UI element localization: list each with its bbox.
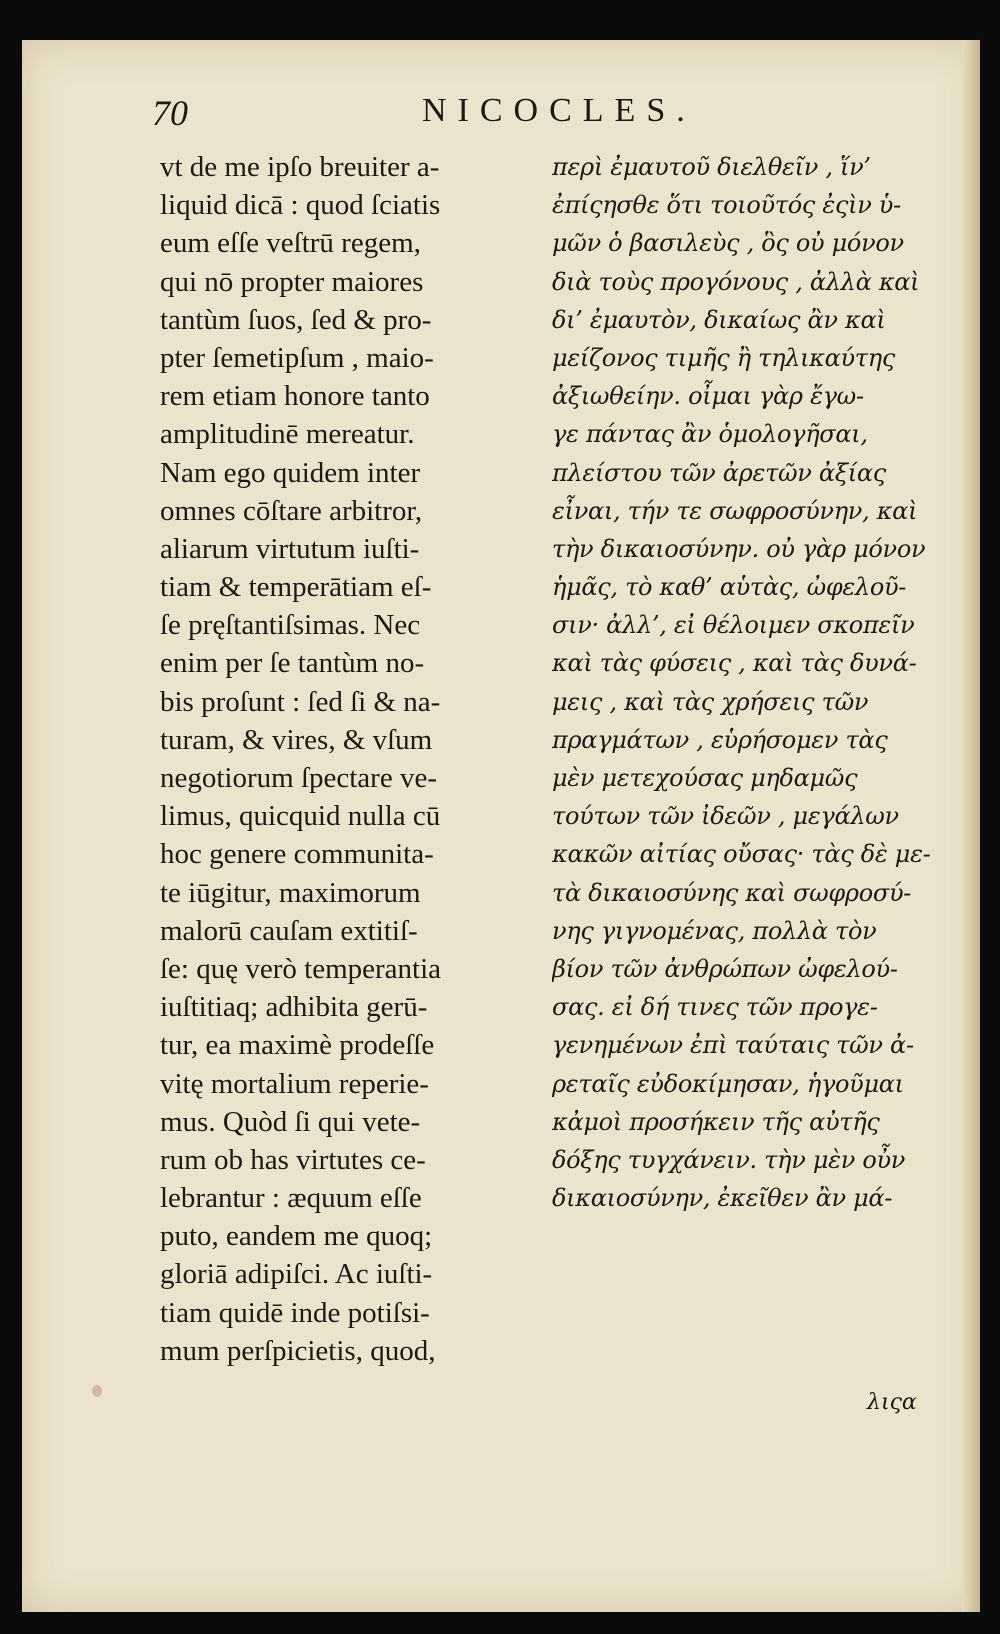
- text-line: ſe pręſtantiſsimas. Nec: [160, 609, 421, 642]
- text-line: omnes cōſtare arbitror,: [160, 494, 423, 527]
- text-line: κἀμοὶ προσήκειν τῆς αὐτῆς: [552, 1107, 880, 1136]
- text-line: ἐπίςησθε ὅτι τοιοῦτός ἐςὶν ὑ-: [552, 191, 901, 220]
- page-header: [152, 92, 912, 142]
- text-line: ſe: quę verò temperantia: [160, 952, 442, 985]
- text-line: rum ob has virtutes ce-: [160, 1143, 426, 1176]
- text-line: ἡμᾶς, τὸ καθ’ αὑτὰς, ὠφελοῦ-: [552, 573, 907, 602]
- text-line: εἶναι, τήν τε σωφροσύνην, καὶ: [552, 496, 918, 525]
- text-line: ἀξιωθείην. οἶμαι γὰρ ἔγω-: [552, 382, 864, 411]
- text-line: amplitudinē mereatur.: [160, 418, 415, 451]
- text-line: δικαιοσύνην, ἐκεῖθεν ἂν μά-: [552, 1184, 893, 1213]
- text-line: τὴν δικαιοσύνην. οὐ γὰρ μόνον: [552, 534, 926, 563]
- text-line: σιν· ἀλλ’, εἰ θέλοιμεν σκοπεῖν: [552, 611, 915, 640]
- text-line: mus. Quòd ſi qui vete-: [160, 1105, 421, 1138]
- text-line: iuſtitiaq; adhibita gerū-: [160, 991, 428, 1024]
- text-line: ρεταῖς εὐδοκίμησαν, ἡγοῦμαι: [552, 1069, 904, 1098]
- text-line: pter ſemetipſum , maio-: [160, 341, 434, 374]
- text-line: te iūgitur, maximorum: [160, 876, 421, 909]
- text-line: lebrantur : æquum eſſe: [160, 1182, 422, 1215]
- text-line: καὶ τὰς φύσεις , καὶ τὰς δυνά-: [552, 649, 917, 678]
- text-line: tur, ea maximè prodeſſe: [160, 1029, 435, 1062]
- text-line: δι’ ἐμαυτὸν, δικαίως ἂν καὶ: [552, 305, 886, 334]
- text-line: σας. εἰ δή τινες τῶν προγε-: [552, 993, 878, 1022]
- book-page: [22, 40, 980, 1612]
- text-line: turam, & vires, & vſum: [160, 723, 433, 756]
- running-title: NICOCLES.: [422, 92, 696, 129]
- text-line: tiam & temperātiam eſ-: [160, 571, 432, 604]
- text-line: limus, quicquid nulla cū: [160, 800, 441, 833]
- text-line: μεις , καὶ τὰς χρήσεις τῶν: [552, 687, 869, 716]
- greek-text-column: [552, 148, 932, 1217]
- text-line: hoc genere communita-: [160, 838, 434, 871]
- text-line: mum perſpicietis, quod,: [160, 1334, 436, 1367]
- text-line: vt de me ipſo breuiter a-: [160, 151, 440, 183]
- text-line: puto, eandem me quoq;: [160, 1220, 433, 1253]
- text-line: gloriā adipiſci. Ac iuſti-: [160, 1258, 433, 1291]
- page-number: 70: [152, 93, 188, 133]
- ink-stain: [92, 1385, 102, 1397]
- text-line: τούτων τῶν ἰδεῶν , μεγάλων: [552, 802, 899, 831]
- text-line: πλείστου τῶν ἀρετῶν ἀξίας: [552, 458, 886, 487]
- text-line: aliarum virtutum iuſti-: [160, 532, 420, 565]
- text-line: μῶν ὁ βασιλεὺς , ὃς οὐ μόνον: [552, 229, 904, 258]
- text-line: βίον τῶν ἀνθρώπων ὠφελού-: [552, 954, 898, 983]
- text-line: μείζονος τιμῆς ἢ τηλικαύτης: [552, 343, 896, 372]
- text-line: γε πάντας ἂν ὁμολογῆσαι,: [552, 420, 868, 449]
- text-line: rem etiam honore tanto: [160, 380, 430, 413]
- text-line: Nam ego quidem inter: [160, 456, 421, 489]
- text-line: μὲν μετεχούσας μηδαμῶς: [552, 764, 858, 792]
- text-line: vitę mortalium reperie-: [160, 1067, 429, 1100]
- text-line: πραγμάτων , εὑρήσομεν τὰς: [552, 725, 888, 754]
- catchword: λιςα: [867, 1390, 917, 1415]
- text-line: γενημένων ἐπὶ ταύταις τῶν ἀ-: [552, 1031, 914, 1060]
- text-line: enim per ſe tantùm no-: [160, 647, 425, 680]
- text-line: διὰ τοὺς προγόνους , ἀλλὰ καὶ: [552, 267, 920, 296]
- text-line: liquid dicā : quod ſciatis: [160, 189, 441, 222]
- text-line: negotiorum ſpectare ve-: [160, 762, 437, 794]
- page-edge: [962, 40, 980, 1612]
- text-line: bis proſunt : ſed ſi & na-: [160, 685, 441, 718]
- text-line: περὶ ἐμαυτοῦ διελθεῖν , ἵν’: [552, 153, 871, 181]
- latin-text-column: [160, 148, 535, 1370]
- text-line: tantùm ſuos, ſed & pro-: [160, 303, 432, 336]
- text-line: malorū cauſam extitiſ-: [160, 914, 418, 947]
- text-line: νης γιγνομένας, πολλὰ τὸν: [552, 916, 877, 945]
- text-line: δόξης τυγχάνειν. τὴν μὲν οὖν: [552, 1145, 906, 1174]
- text-line: τὰ δικαιοσύνης καὶ σωφροσύ-: [552, 878, 912, 907]
- text-line: eum eſſe veſtrū regem,: [160, 227, 421, 260]
- text-line: qui nō propter maiores: [160, 265, 424, 298]
- text-line: tiam quidē inde potiſsi-: [160, 1296, 430, 1329]
- text-line: κακῶν αἰτίας οὔσας· τὰς δὲ με-: [552, 840, 931, 869]
